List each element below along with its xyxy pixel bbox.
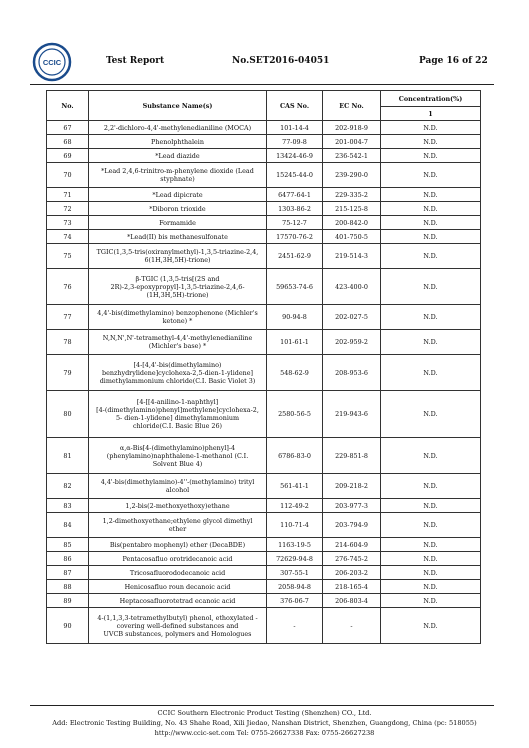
cas-number: 101-14-4 [267,121,323,135]
table-row [47,391,481,438]
concentration-result: N.D. [381,552,481,566]
row-number: 85 [47,538,89,552]
table-row [47,474,481,499]
concentration-result: N.D. [381,513,481,538]
concentration-result: N.D. [381,538,481,552]
concentration-result: N.D. [381,608,481,644]
substance-name-line: 4,4'-bis(dimethylamino)-4''-(methylamino) trityl [100,478,255,486]
table-row [47,566,481,580]
ec-number: - [323,608,381,644]
concentration-result: N.D. [381,269,481,305]
header-rule [30,84,494,85]
concentration-result: N.D. [381,355,481,391]
substance-name-line: Tricosafluorododecanoic acid [129,568,226,577]
cas-number: 15245-44-0 [267,163,323,188]
substance-name [89,121,267,135]
ec-number: 214-604-9 [323,538,381,552]
substance-name-line: TGIC(1,3,5-tris(oxiranylmethyl)-1,3,5-triazine-2,4, [96,248,259,256]
substance-name [89,330,267,355]
substance-name [89,513,267,538]
substance-name-line: *Lead(II) bis methanesulfonate [127,232,228,241]
ec-number: 219-514-3 [323,244,381,269]
table-row [47,163,481,188]
substance-name [89,355,267,391]
concentration-result: N.D. [381,121,481,135]
ec-number: 218-165-4 [323,580,381,594]
col-header-no: No. [47,91,89,121]
substance-name [89,438,267,474]
substance-name-line: ketone) * [162,317,193,325]
substance-name-line: (1H,3H,5H)-trione) [146,290,209,299]
report-title: Test Report [106,56,165,66]
ec-number: 236-542-1 [323,149,381,163]
row-number: 72 [47,202,89,216]
concentration-result: N.D. [381,202,481,216]
cas-number: 2580-56-5 [267,391,323,438]
concentration-result: N.D. [381,566,481,580]
ec-number: 203-794-9 [323,513,381,538]
cas-number: - [267,608,323,644]
cas-number: 72629-94-8 [267,552,323,566]
ec-number: 276-745-2 [323,552,381,566]
ec-number: 201-004-7 [323,135,381,149]
table-row [47,269,481,305]
substance-name [89,580,267,594]
concentration-result: N.D. [381,244,481,269]
row-number: 77 [47,305,89,330]
substance-name-line: Heptacosafluorotetrad ecanoic acid [119,596,236,605]
row-number: 84 [47,513,89,538]
ec-number: 200-842-0 [323,216,381,230]
row-number: 86 [47,552,89,566]
substance-name-line: 2,2'-dichloro-4,4'-methylenedianiline (MOCA) [103,123,252,132]
substance-name [89,608,267,644]
row-number: 82 [47,474,89,499]
substance-name-line: [4-(dimethylamino)phenyl]methylene]cyclohexa-2, [96,406,259,414]
row-number: 67 [47,121,89,135]
substance-name [89,499,267,513]
concentration-result: N.D. [381,163,481,188]
concentration-result: N.D. [381,216,481,230]
table-body [47,121,481,644]
cas-number: 1303-86-2 [267,202,323,216]
substance-name [89,594,267,608]
row-number: 75 [47,244,89,269]
substance-name-line: Formamide [159,218,196,227]
row-number: 81 [47,438,89,474]
cas-number: 1163-19-5 [267,538,323,552]
cas-number: 13424-46-9 [267,149,323,163]
page-footer [0,709,529,739]
substance-name-line: Phenolphthalein [151,137,204,146]
substance-name-line: UVCB substances, polymers and Homologues [103,629,252,638]
substance-name-line: N,N,N',N'-tetramethyl-4,4'-methylenedianiline [102,334,253,342]
table-row [47,244,481,269]
cas-number: 548-62-9 [267,355,323,391]
substance-name [89,163,267,188]
col-header-substance: Substance Name(s) [89,91,267,121]
concentration-result: N.D. [381,188,481,202]
substance-name-line: *Diboron trioxide [149,204,206,213]
concentration-result: N.D. [381,330,481,355]
ec-number: 401-750-5 [323,230,381,244]
substance-name [89,538,267,552]
substance-name-line: Bis(pentabro mophenyl) ether (DecaBDE) [109,540,246,549]
substance-name-line: 6(1H,3H,5H)-trione) [144,256,211,264]
substance-name-line: *Lead diazide [155,151,200,160]
substance-name [89,269,267,305]
row-number: 88 [47,580,89,594]
ec-number: 209-218-2 [323,474,381,499]
row-number: 73 [47,216,89,230]
substance-name [89,188,267,202]
table-row [47,513,481,538]
substance-name-line: alcohol [165,486,190,494]
cas-number: 112-49-2 [267,499,323,513]
col-header-sample: 1 [381,107,481,121]
row-number: 71 [47,188,89,202]
report-number: No.SET2016-04051 [232,56,330,66]
table-row [47,202,481,216]
cas-number: 376-06-7 [267,594,323,608]
col-header-concentration: Concentration(%) [381,91,481,107]
substance-name-line: benzhydrylidene]cyclohexa-2,5-dien-1-ylidene] [101,368,254,377]
substance-name [89,305,267,330]
cas-number: 6786-83-0 [267,438,323,474]
cas-number: 2451-62-9 [267,244,323,269]
substance-name [89,216,267,230]
substance-name-line: [4-[[4-anilino-1-naphthyl] [136,398,219,406]
table-row [47,594,481,608]
ec-number: 206-803-4 [323,594,381,608]
table-row [47,355,481,391]
page-number: Page 16 of 22 [419,56,488,66]
table-row [47,188,481,202]
ec-number: 215-125-8 [323,202,381,216]
cas-number: 75-12-7 [267,216,323,230]
page-header [0,38,529,88]
substance-name [89,566,267,580]
concentration-result: N.D. [381,474,481,499]
col-header-cas: CAS No. [267,91,323,121]
ec-number: 202-027-5 [323,305,381,330]
cas-number: 561-41-1 [267,474,323,499]
ec-number: 219-943-6 [323,391,381,438]
logo-text: CCIC [42,58,62,67]
table-row [47,149,481,163]
cas-number: 2058-94-8 [267,580,323,594]
row-number: 83 [47,499,89,513]
substance-name [89,149,267,163]
ec-number: 202-918-9 [323,121,381,135]
cas-number: 307-55-1 [267,566,323,580]
table-row [47,305,481,330]
footer-company: CCIC Southern Electronic Product Testing (Shenzhen) CO., Ltd. [157,709,372,717]
ec-number: 206-203-2 [323,566,381,580]
table-row [47,135,481,149]
substance-name-line: 4-(1,1,3,3-tetramethylbutyl) phenol, ethoxylated - [97,613,258,622]
substance-name-line: 1,2-dimethoxyethane;ethylene glycol dimethyl [102,517,253,525]
cas-number: 77-09-8 [267,135,323,149]
substance-name-line: dimethylammonium chloride(C.I. Basic Violet 3) [99,376,256,385]
table-row [47,608,481,644]
col-header-ec: EC No. [323,91,381,121]
substance-name-line: [4-[4,4'-bis(dimethylamino) [133,360,222,369]
substance-name-line: *Lead 2,4,6-trinitro-m-phenylene dioxide (Lead [101,167,254,175]
footer-contact: http://www.ccic-set.com Tel: 0755-26627338 Fax: 0755-26627238 [154,728,375,737]
cas-number: 90-94-8 [267,305,323,330]
row-number: 74 [47,230,89,244]
ec-number: 229-851-8 [323,438,381,474]
row-number: 69 [47,149,89,163]
table-row [47,538,481,552]
row-number: 68 [47,135,89,149]
substance-name [89,244,267,269]
substance-name [89,552,267,566]
row-number: 89 [47,594,89,608]
table-row [47,552,481,566]
row-number: 76 [47,269,89,305]
table-row [47,230,481,244]
substance-name [89,474,267,499]
substance-name-line: 2R)-2,3-epoxypropyl]-1,3,5-triazine-2,4,6- [110,282,245,291]
substance-name-line: 1,2-bis(2-methoxyethoxy)ethane [125,501,230,510]
table-row [47,330,481,355]
row-number: 78 [47,330,89,355]
substance-name [89,230,267,244]
substance-name [89,391,267,438]
concentration-result: N.D. [381,580,481,594]
substance-name-line: (phenylamino)naphthalene-1-methanol (C.I. [106,451,249,460]
ccic-logo [32,42,72,82]
cas-number: 110-71-4 [267,513,323,538]
substance-name [89,202,267,216]
concentration-result: N.D. [381,135,481,149]
footer-address: Add: Electronic Testing Building, No. 43 Shahe Road, Xili Jiedao, Nanshan District, Shenzhen, Guangdong, China (pc: 518055) [52,718,477,727]
ec-number: 423-400-0 [323,269,381,305]
substance-name-line: chloride(C.I. Basic Blue 26) [132,422,223,430]
row-number: 90 [47,608,89,644]
substance-name-line: covering well-defined substances and [116,621,239,630]
row-number: 70 [47,163,89,188]
substance-name-line: ether [168,525,187,533]
concentration-result: N.D. [381,499,481,513]
row-number: 80 [47,391,89,438]
substance-name-line: β-TGIC (1,3,5-tris[(2S and [135,274,220,283]
ec-number: 202-959-2 [323,330,381,355]
ec-number: 203-977-3 [323,499,381,513]
substance-name-line: Pentacosafluo orotridecanoic acid [122,554,233,563]
table-row [47,438,481,474]
substance-name-line: styphnate) [160,175,195,183]
substance-name-line: Solvent Blue 4) [152,459,203,468]
table-row [47,121,481,135]
ec-number: 208-953-6 [323,355,381,391]
concentration-result: N.D. [381,230,481,244]
substance-table [46,90,481,644]
substance-name-line: α,α-Bis[4-(dimethylamino)phenyl]-4 [119,443,236,452]
table-row [47,580,481,594]
substance-name-line: 5- dien-1-ylidene] dimethylammonium [115,414,240,422]
substance-name-line: Henicosafluo roun decanoic acid [124,582,231,591]
substance-name-line: 4,4'-bis(dimethylamino) benzophenone (Michler's [97,309,258,317]
substance-name [89,135,267,149]
footer-rule [30,705,494,706]
substance-name-line: (Michler's base) * [148,342,207,350]
concentration-result: N.D. [381,305,481,330]
ec-number: 239-290-0 [323,163,381,188]
table-row [47,499,481,513]
concentration-result: N.D. [381,149,481,163]
row-number: 87 [47,566,89,580]
table-row [47,216,481,230]
concentration-result: N.D. [381,438,481,474]
substance-name-line: *Lead dipicrate [152,190,203,199]
cas-number: 17570-76-2 [267,230,323,244]
concentration-result: N.D. [381,594,481,608]
cas-number: 59653-74-6 [267,269,323,305]
row-number: 79 [47,355,89,391]
cas-number: 101-61-1 [267,330,323,355]
ec-number: 229-335-2 [323,188,381,202]
concentration-result: N.D. [381,391,481,438]
cas-number: 6477-64-1 [267,188,323,202]
